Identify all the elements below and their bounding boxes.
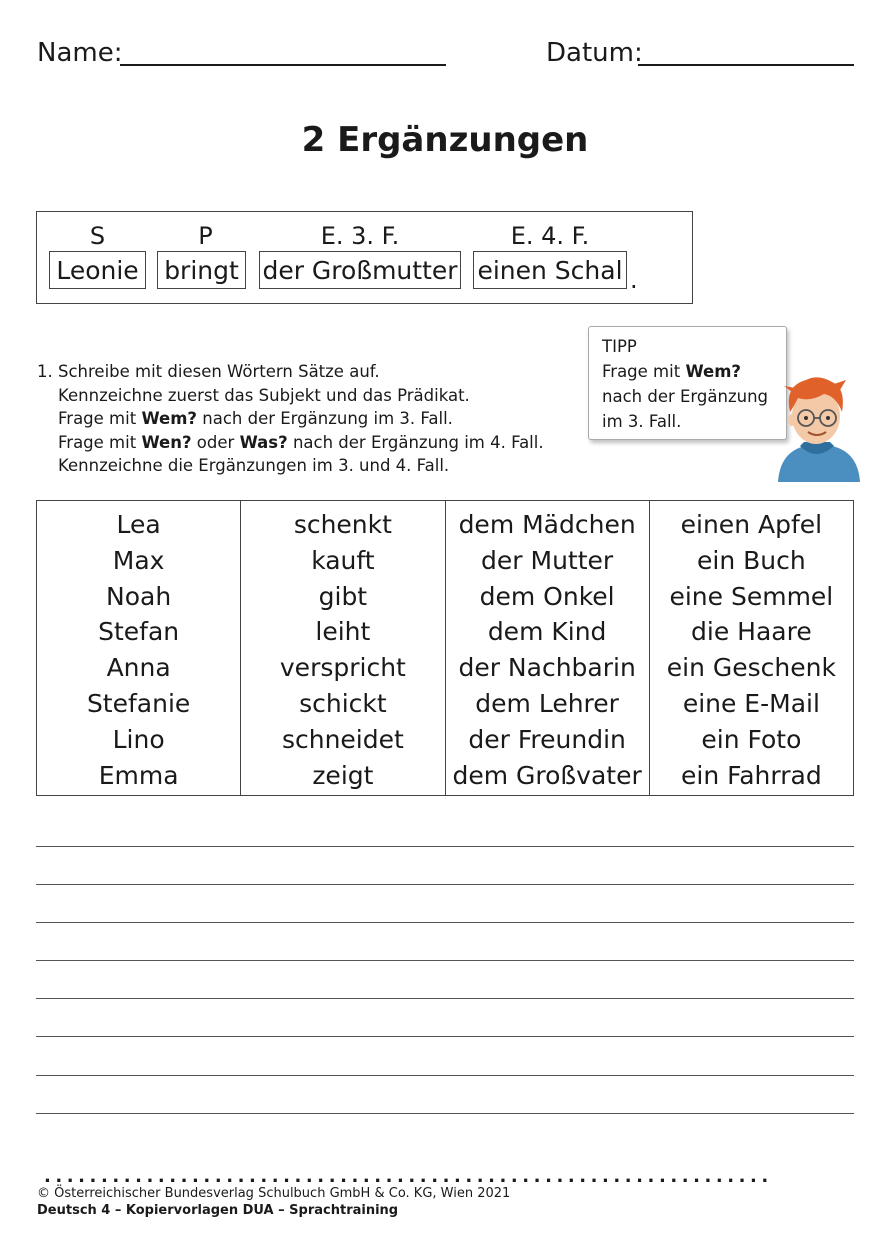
accusative-phrase: ein Fahrrad bbox=[681, 760, 822, 790]
writing-line[interactable] bbox=[36, 998, 854, 999]
dotted-separator: ................................................................ bbox=[44, 1166, 773, 1187]
boy-with-glasses-illustration bbox=[770, 372, 864, 482]
instruction-line-4: Frage mit Wen? oder Was? nach der Ergänzung im 4. Fall. bbox=[58, 432, 544, 452]
tipp-line-1: Frage mit Wem? bbox=[602, 362, 742, 381]
dative-phrase: dem Mädchen bbox=[458, 510, 636, 539]
series-title: Deutsch 4 – Kopiervorlagen DUA – Sprachtraining bbox=[37, 1203, 399, 1218]
dative-phrase: der Freundin bbox=[468, 724, 626, 754]
predicate-word: schneidet bbox=[281, 724, 404, 754]
writing-line[interactable] bbox=[36, 846, 854, 847]
predicate-word: zeigt bbox=[312, 760, 374, 790]
instruction-line-2: Kennzeichne zuerst das Subjekt und das Prädikat. bbox=[58, 385, 470, 405]
writing-line[interactable] bbox=[36, 884, 854, 885]
predicate-word: schickt bbox=[299, 688, 387, 718]
subject-word: Max bbox=[112, 545, 165, 575]
predicate-word: verspricht bbox=[279, 653, 406, 683]
accusative-phrase: eine Semmel bbox=[669, 581, 834, 611]
example-caption-dative: E. 3. F. bbox=[320, 222, 400, 250]
task-instructions bbox=[37, 360, 544, 478]
example-caption-subject: S bbox=[89, 222, 106, 250]
tipp-line-3: im 3. Fall. bbox=[602, 412, 682, 431]
writing-line[interactable] bbox=[36, 1075, 854, 1076]
accusative-phrase: eine E-Mail bbox=[682, 688, 820, 718]
predicate-column bbox=[241, 501, 445, 795]
page-title: 2 Ergänzungen bbox=[301, 120, 589, 160]
example-word-subject: Leonie bbox=[49, 251, 146, 289]
subject-word: Lea bbox=[116, 510, 161, 539]
example-caption-predicate: P bbox=[198, 222, 213, 250]
predicate-word: schenkt bbox=[293, 510, 392, 539]
example-word-dative: der Großmutter bbox=[259, 251, 461, 289]
dative-phrase: dem Lehrer bbox=[475, 688, 619, 718]
instruction-line-1: 1. Schreibe mit diesen Wörtern Sätze auf. bbox=[37, 362, 380, 381]
dative-phrase: der Nachbarin bbox=[458, 653, 636, 683]
subject-word: Lino bbox=[112, 724, 165, 754]
date-field[interactable] bbox=[638, 64, 854, 66]
writing-line[interactable] bbox=[36, 1036, 854, 1037]
date-label: Datum: bbox=[546, 38, 643, 68]
dative-phrase: dem Großvater bbox=[452, 760, 642, 790]
example-word-predicate: bringt bbox=[157, 251, 246, 289]
accusative-phrase: ein Foto bbox=[701, 724, 802, 754]
example-word-accusative: einen Schal bbox=[473, 251, 627, 289]
writing-line[interactable] bbox=[36, 960, 854, 961]
predicate-word: kauft bbox=[311, 545, 375, 575]
copyright-notice: © Österreichischer Bundesverlag Schulbuch GmbH & Co. KG, Wien 2021 bbox=[37, 1186, 511, 1201]
subject-word: Stefan bbox=[98, 617, 180, 647]
example-period: . bbox=[630, 266, 638, 294]
word-table bbox=[36, 500, 854, 796]
writing-line[interactable] bbox=[36, 1113, 854, 1114]
tipp-line-2: nach der Ergänzung bbox=[602, 387, 769, 406]
subject-word: Stefanie bbox=[86, 688, 191, 718]
dative-phrase: dem Kind bbox=[487, 617, 607, 647]
accusative-phrase: die Haare bbox=[691, 617, 812, 647]
subject-column bbox=[37, 501, 241, 795]
instruction-line-5: Kennzeichne die Ergänzungen im 3. und 4. Fall. bbox=[58, 456, 450, 475]
example-caption-accusative: E. 4. F. bbox=[510, 222, 590, 250]
tipp-box bbox=[588, 326, 787, 440]
dative-phrase: dem Onkel bbox=[479, 581, 615, 611]
accusative-column bbox=[650, 501, 853, 795]
accusative-phrase: ein Geschenk bbox=[666, 653, 836, 683]
dative-phrase: der Mutter bbox=[481, 545, 614, 575]
predicate-word: leiht bbox=[315, 617, 371, 647]
name-label: Name: bbox=[37, 38, 123, 68]
writing-line[interactable] bbox=[36, 922, 854, 923]
accusative-phrase: einen Apfel bbox=[680, 510, 823, 539]
subject-word: Noah bbox=[106, 581, 172, 611]
accusative-phrase: ein Buch bbox=[697, 545, 806, 575]
predicate-word: gibt bbox=[318, 581, 368, 611]
dative-column bbox=[446, 501, 650, 795]
tipp-heading: TIPP bbox=[602, 337, 637, 356]
instruction-line-3: Frage mit Wem? nach der Ergänzung im 3. Fall. bbox=[58, 409, 453, 428]
name-field[interactable] bbox=[120, 64, 446, 66]
subject-word: Emma bbox=[98, 760, 179, 790]
subject-word: Anna bbox=[106, 653, 171, 683]
